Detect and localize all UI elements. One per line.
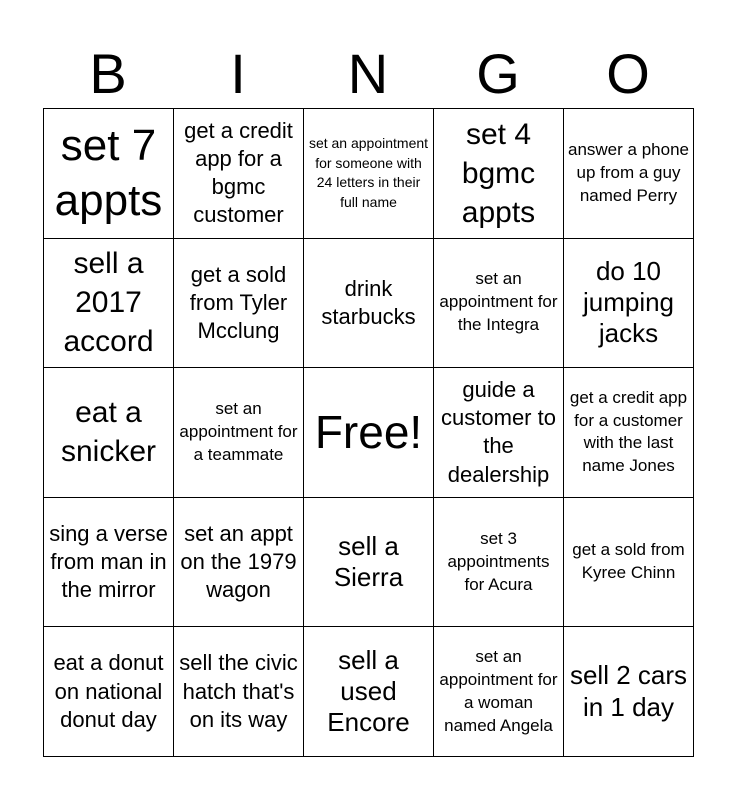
- header-letter-o: O: [606, 42, 650, 105]
- bingo-cell[interactable]: set an appt on the 1979 wagon: [174, 498, 304, 628]
- bingo-cell[interactable]: set an appointment for someone with 24 letters in their full name: [304, 109, 434, 239]
- bingo-cell[interactable]: answer a phone up from a guy named Perry: [564, 109, 694, 239]
- bingo-cell[interactable]: set 4 bgmc appts: [434, 109, 564, 239]
- header-letter-i: I: [230, 42, 246, 105]
- header-letter-b: B: [89, 42, 127, 105]
- bingo-cell[interactable]: drink starbucks: [304, 239, 434, 369]
- free-space[interactable]: Free!: [304, 368, 434, 498]
- bingo-cell[interactable]: set 3 appointments for Acura: [434, 498, 564, 628]
- bingo-cell[interactable]: sell a Sierra: [304, 498, 434, 628]
- bingo-cell[interactable]: sell a used Encore: [304, 627, 434, 757]
- bingo-cell[interactable]: sell a 2017 accord: [44, 239, 174, 369]
- bingo-cell[interactable]: set an appointment for a woman named Angela: [434, 627, 564, 757]
- bingo-cell[interactable]: sell the civic hatch that's on its way: [174, 627, 304, 757]
- bingo-cell[interactable]: get a credit app for a customer with the last name Jones: [564, 368, 694, 498]
- bingo-cell[interactable]: do 10 jumping jacks: [564, 239, 694, 369]
- bingo-cell[interactable]: sing a verse from man in the mirror: [44, 498, 174, 628]
- bingo-header: [43, 40, 693, 108]
- bingo-cell[interactable]: guide a customer to the dealership: [434, 368, 564, 498]
- header-letter-g: G: [476, 42, 520, 105]
- bingo-cell[interactable]: eat a snicker: [44, 368, 174, 498]
- bingo-cell[interactable]: set an appointment for a teammate: [174, 368, 304, 498]
- bingo-cell[interactable]: set an appointment for the Integra: [434, 239, 564, 369]
- bingo-cell[interactable]: set 7 appts: [44, 109, 174, 239]
- bingo-cell[interactable]: get a sold from Tyler Mcclung: [174, 239, 304, 369]
- bingo-cell[interactable]: get a credit app for a bgmc customer: [174, 109, 304, 239]
- bingo-cell[interactable]: sell 2 cars in 1 day: [564, 627, 694, 757]
- bingo-board: [43, 108, 694, 757]
- header-letter-n: N: [347, 42, 389, 105]
- bingo-cell[interactable]: eat a donut on national donut day: [44, 627, 174, 757]
- bingo-cell[interactable]: get a sold from Kyree Chinn: [564, 498, 694, 628]
